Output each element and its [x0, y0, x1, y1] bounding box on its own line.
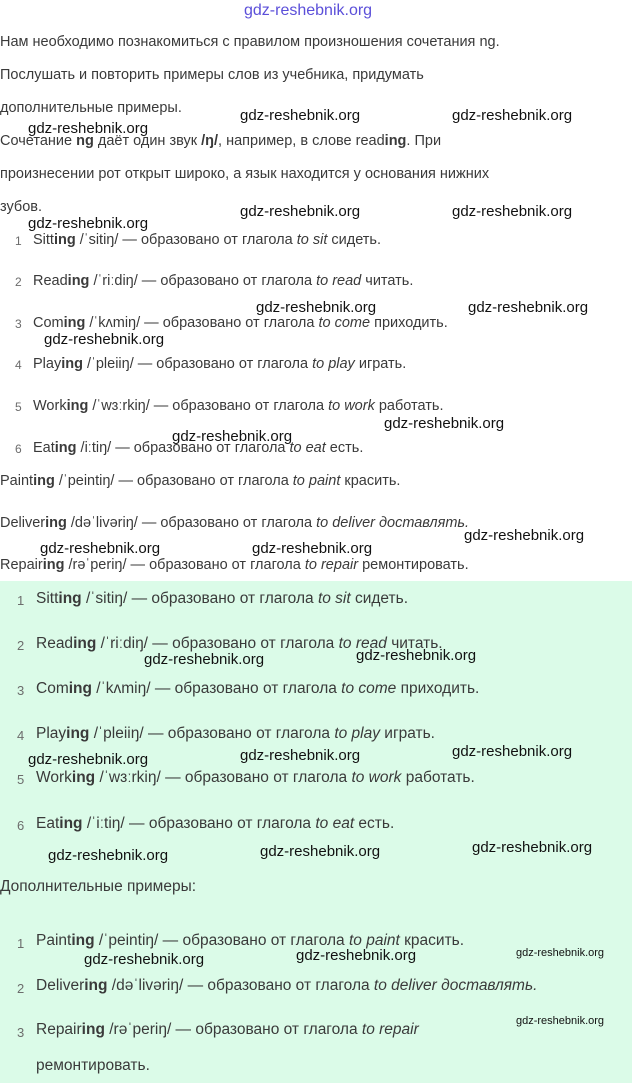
list-number: 3 [17, 683, 25, 698]
watermark: gdz-reshebnik.org [452, 743, 573, 760]
watermark: gdz-reshebnik.org [516, 947, 605, 959]
list-number: 1 [17, 936, 25, 951]
watermark: gdz-reshebnik.org [44, 331, 165, 348]
extra-item: Delivering /dəˈlivəriŋ/ — образовано от глагола to deliver доставлять. [0, 515, 470, 531]
intro-line-6: зубов. [0, 199, 42, 215]
watermark: gdz-reshebnik.org [144, 651, 265, 668]
intro-line-1: Нам необходимо познакомиться с правилом произношения сочетания ng. [0, 34, 500, 50]
watermark: gdz-reshebnik.org [464, 527, 585, 544]
list-number: 3 [17, 1025, 25, 1040]
list-item: Sitting /ˈsitiŋ/ — образовано от глагола to sit сидеть. [36, 590, 409, 607]
list-number: 4 [15, 358, 22, 372]
watermark: gdz-reshebnik.org [452, 203, 573, 220]
intro-line-3: дополнительные примеры. [0, 100, 182, 116]
list-item: Reading /ˈriːdiŋ/ — образовано от глагола to read читать. [36, 635, 443, 652]
watermark: gdz-reshebnik.org [40, 540, 161, 557]
intro-line-5: произнесении рот открыт широко, а язык находится у основания нижних [0, 166, 490, 182]
list-number: 1 [17, 593, 25, 608]
extra-item: Repairing /rəˈperiŋ/ — образовано от глагола to repair ремонтировать. [0, 557, 469, 573]
list-item: Playing /ˈpleiiŋ/ — образовано от глагола to play играть. [33, 356, 407, 372]
watermark: gdz-reshebnik.org [28, 751, 149, 768]
list-item: Eating /iːtiŋ/ — образовано от глагола to eat есть. [33, 440, 364, 456]
list-item: Working /ˈwɜːrkiŋ/ — образовано от глагола to work работать. [33, 398, 444, 414]
list-number: 6 [17, 818, 25, 833]
list-item: Repairing /rəˈperiŋ/ — образовано от глагола to repair [36, 1021, 419, 1038]
watermark: gdz-reshebnik.org [472, 839, 593, 856]
watermark: gdz-reshebnik.org [240, 747, 361, 764]
watermark: gdz-reshebnik.org [28, 120, 149, 137]
list-item: Working /ˈwɜːrkiŋ/ — образовано от глагола to work работать. [36, 769, 475, 786]
watermark: gdz-reshebnik.org [240, 107, 361, 124]
watermark: gdz-reshebnik.org [296, 947, 417, 964]
watermark: gdz-reshebnik.org [384, 415, 505, 432]
list-number: 6 [15, 442, 22, 456]
watermark: gdz-reshebnik.org [452, 107, 573, 124]
watermark: gdz-reshebnik.org [256, 299, 377, 316]
intro-line-2: Послушать и повторить примеры слов из учебника, придумать [0, 67, 424, 83]
extra-item: Painting /ˈpeintiŋ/ — образовано от глагола to paint красить. [0, 473, 401, 489]
list-number: 1 [15, 234, 22, 248]
list-number: 2 [17, 981, 25, 996]
list-item: Coming /ˈkʌmiŋ/ — образовано от глагола to come приходить. [36, 680, 480, 697]
list-item: Reading /ˈriːdiŋ/ — образовано от глагола to read читать. [33, 273, 414, 289]
list-number: 2 [17, 638, 25, 653]
list-item: Painting /ˈpeintiŋ/ — образовано от глагола to paint красить. [36, 932, 465, 949]
rule-line: Сочетание ng даёт один звук /ŋ/, например, в слове reading. При [0, 133, 442, 149]
list-number: 2 [15, 275, 22, 289]
list-number: 5 [17, 772, 25, 787]
watermark: gdz-reshebnik.org [252, 540, 373, 557]
watermark: gdz-reshebnik.org [240, 203, 361, 220]
watermark: gdz-reshebnik.org [260, 843, 381, 860]
list-item: Sitting /ˈsitiŋ/ — образовано от глагола to sit сидеть. [33, 232, 382, 248]
list-number: 4 [17, 728, 25, 743]
list-item: Delivering /dəˈlivəriŋ/ — образовано от глагола to deliver доставлять. [36, 977, 538, 994]
watermark: gdz-reshebnik.org [172, 428, 293, 445]
watermark: gdz-reshebnik.org [516, 1015, 605, 1027]
site-watermark-header: gdz-reshebnik.org [244, 2, 373, 19]
list-item-continuation: ремонтировать. [36, 1057, 150, 1074]
extra-heading: Дополнительные примеры: [0, 878, 197, 895]
list-item: Coming /ˈkʌmiŋ/ — образовано от глагола to come приходить. [33, 315, 448, 331]
list-item: Playing /ˈpleiiŋ/ — образовано от глагола to play играть. [36, 725, 435, 742]
watermark: gdz-reshebnik.org [84, 951, 205, 968]
list-number: 5 [15, 400, 22, 414]
watermark: gdz-reshebnik.org [48, 847, 169, 864]
watermark: gdz-reshebnik.org [468, 299, 589, 316]
list-number: 3 [15, 317, 22, 331]
watermark: gdz-reshebnik.org [356, 647, 477, 664]
watermark: gdz-reshebnik.org [28, 215, 149, 232]
list-item: Eating /ˈiːtiŋ/ — образовано от глагола to eat есть. [36, 815, 395, 832]
